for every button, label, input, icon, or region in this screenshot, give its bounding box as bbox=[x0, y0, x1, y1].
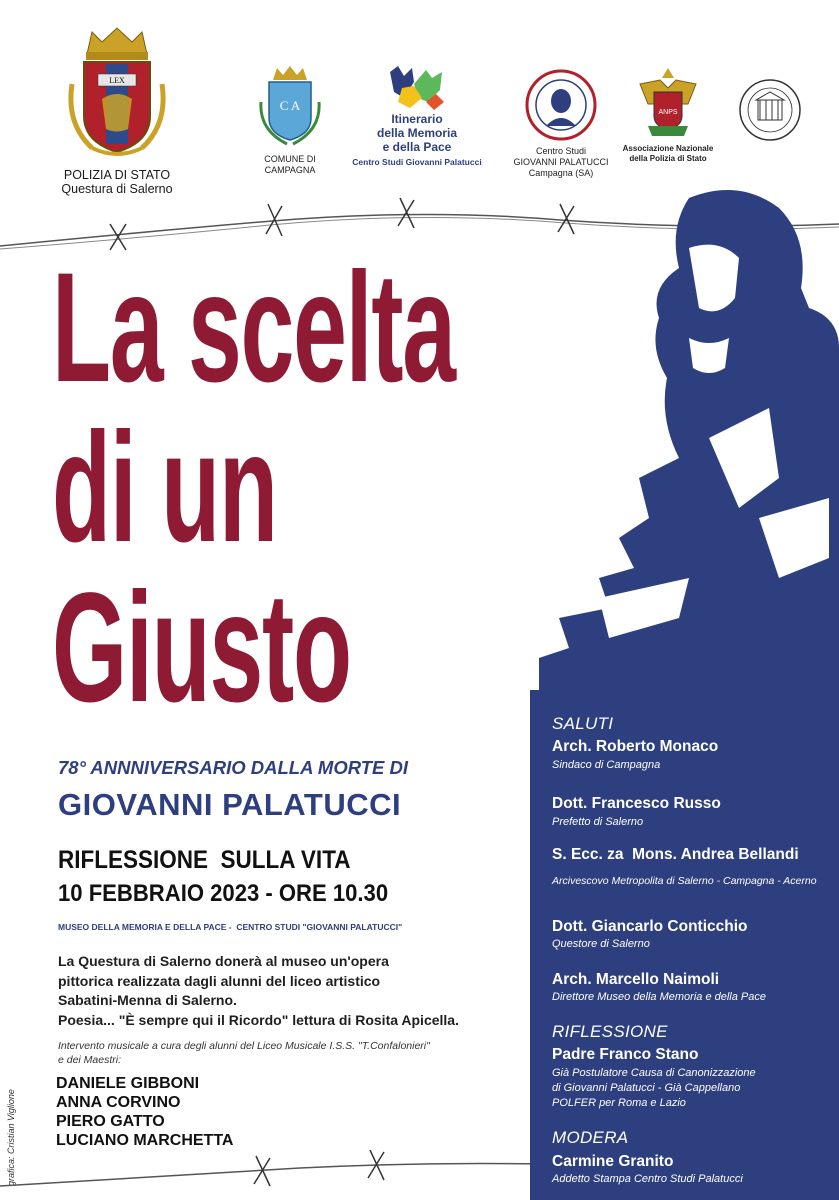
description-line-4: Poesia... "È sempre qui il Ricordo" lettura di Rosita Apicella. bbox=[58, 1011, 459, 1028]
itinerario-line3: e della Pace bbox=[382, 140, 452, 154]
title-line1: La scelta bbox=[52, 241, 455, 415]
anps-logo-block bbox=[618, 64, 718, 163]
maestro-4: LUCIANO MARCHETTA bbox=[56, 1132, 234, 1149]
palatucci-portrait-seal-icon bbox=[524, 68, 598, 142]
anniversary-subtitle: 78° ANNNIVERSARIO DALLA MORTE DI bbox=[58, 757, 409, 778]
event-venue: MUSEO DELLA MEMORIA E DELLA PACE - CENTRO STUDI "GIOVANNI PALATUCCI" bbox=[58, 922, 403, 932]
centro-studi-line2: GIOVANNI PALATUCCI bbox=[513, 156, 609, 167]
svg-text:C A: C A bbox=[279, 98, 301, 113]
title-line2: di un bbox=[52, 401, 277, 575]
saluti-label: SALUTI bbox=[552, 714, 614, 733]
polizia-logo-block bbox=[52, 24, 182, 196]
speaker-3-name: S. Ecc. za Mons. Andrea Bellandi bbox=[552, 846, 799, 863]
centro-studi-line1: Centro Studi bbox=[535, 146, 587, 156]
riflessione-name: Padre Franco Stano bbox=[552, 1046, 699, 1063]
riflessione-role-line3: POLFER per Roma e Lazio bbox=[552, 1097, 686, 1109]
modera-label: MODERA bbox=[552, 1128, 629, 1147]
speaker-3-role: Arcivescovo Metropolita di Salerno - Campagna - Acerno bbox=[552, 875, 817, 887]
comune-caption: COMUNE DI CAMPAGNA bbox=[264, 154, 316, 175]
description-block bbox=[58, 952, 459, 1030]
anps-line1: Associazione Nazionale bbox=[622, 144, 714, 153]
speaker-2-role: Prefetto di Salerno bbox=[552, 816, 644, 828]
description-line-1: La Questura di Salerno donerà al museo un'opera bbox=[58, 953, 389, 969]
svg-text:ANPS: ANPS bbox=[658, 109, 678, 116]
event-datetime: 10 FEBBRAIO 2023 - ORE 10.30 bbox=[58, 880, 389, 907]
hands-icon bbox=[384, 62, 450, 112]
polizia-coat-of-arms-icon bbox=[62, 24, 172, 162]
speaker-1-name: Arch. Roberto Monaco bbox=[552, 738, 719, 755]
title-line3: Giusto bbox=[52, 561, 351, 735]
itinerario-line4: Centro Studi Giovanni Palatucci bbox=[352, 157, 482, 167]
barbed-wire-bottom-icon bbox=[0, 1150, 540, 1200]
riflessione-role-line2: di Giovanni Palatucci - Già Cappellano bbox=[552, 1082, 741, 1094]
maestro-3: PIERO GATTO bbox=[56, 1113, 165, 1130]
svg-text:LEX: LEX bbox=[109, 76, 125, 85]
itinerario-line2: della Memoria bbox=[376, 126, 458, 140]
music-intro-line1: Intervento musicale a cura degli alunni del Liceo Musicale I.S.S. "T.Confalonieri" bbox=[58, 1040, 430, 1052]
maestri-list bbox=[56, 1074, 233, 1150]
speaker-2-name: Dott. Francesco Russo bbox=[552, 795, 721, 812]
modera-name: Carmine Granito bbox=[552, 1153, 674, 1170]
palatucci-silhouette-icon bbox=[539, 178, 839, 698]
riflessione-label: RIFLESSIONE bbox=[552, 1022, 668, 1041]
maestro-1: DANIELE GIBBONI bbox=[56, 1075, 200, 1092]
speaker-5-name: Arch. Marcello Naimoli bbox=[552, 971, 720, 988]
centro-studi-logo-block bbox=[506, 68, 616, 178]
speaker-5-role: Direttore Museo della Memoria e della Pace bbox=[552, 991, 766, 1003]
palatucci-name-heading: GIOVANNI PALATUCCI bbox=[58, 787, 402, 822]
graphic-credit: grafica: Cristian Viglione bbox=[6, 1089, 16, 1186]
comune-logo-block bbox=[240, 66, 340, 176]
speaker-4-name: Dott. Giancarlo Conticchio bbox=[552, 918, 748, 935]
anps-line2: della Polizia di Stato bbox=[629, 153, 707, 163]
modera-role: Addetto Stampa Centro Studi Palatucci bbox=[552, 1173, 743, 1185]
polizia-line1: POLIZIA DI STATO bbox=[63, 168, 171, 182]
comune-coat-of-arms-icon bbox=[255, 66, 325, 148]
maestro-2: ANNA CORVINO bbox=[56, 1094, 181, 1111]
description-line-2: pittorica realizzata dagli alunni del liceo artistico bbox=[58, 972, 381, 989]
polizia-line2: Questura di Salerno bbox=[61, 182, 173, 196]
centro-studi-line3: Campagna (SA) bbox=[528, 167, 594, 178]
speaker-4-role: Questore di Salerno bbox=[552, 938, 650, 950]
event-heading: RIFLESSIONE SULLA VITA bbox=[58, 846, 351, 874]
anps-eagle-icon bbox=[636, 64, 700, 142]
itinerario-line1: Itinerario bbox=[391, 112, 443, 126]
itinerario-logo-block bbox=[352, 62, 482, 167]
description-line-3: Sabatini-Menna di Salerno. bbox=[58, 992, 237, 1008]
speaker-1-role: Sindaco di Campagna bbox=[552, 759, 661, 771]
riflessione-role-line1: Già Postulatore Causa di Canonizzazione bbox=[552, 1067, 756, 1079]
music-intro-line2: e dei Maestri: bbox=[58, 1054, 122, 1066]
music-intro bbox=[58, 1039, 430, 1067]
confalonieri-seal-icon bbox=[738, 78, 802, 142]
